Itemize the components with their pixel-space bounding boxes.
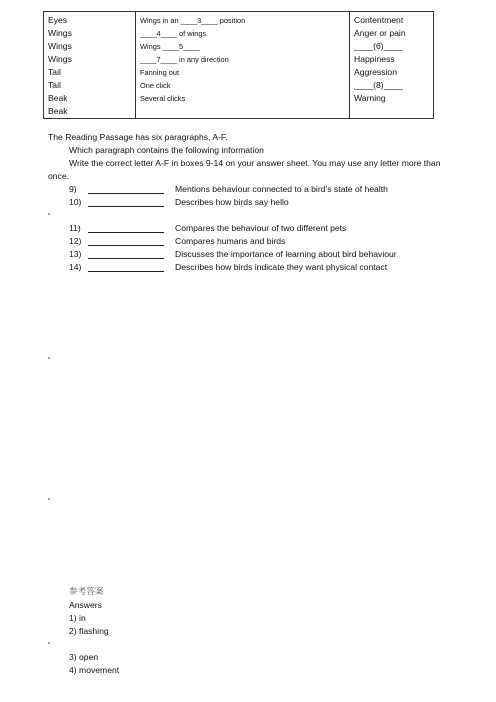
question-text: Describes how birds say hello xyxy=(175,197,289,207)
table-cell: Warning xyxy=(354,93,386,103)
table-cell: One click xyxy=(140,81,171,90)
answers-heading-chinese: 参考答案 xyxy=(69,587,104,597)
question-number: 14) xyxy=(69,262,82,272)
question-text: Compares humans and birds xyxy=(175,236,286,246)
answer-item: 2) flashing xyxy=(69,626,109,636)
question-number: 11) xyxy=(69,223,81,233)
table-cell: Beak xyxy=(48,106,68,116)
answer-blank[interactable] xyxy=(88,258,164,259)
vocabulary-table xyxy=(43,11,434,119)
paragraph-mark xyxy=(48,357,50,359)
instructions-question: Which paragraph contains the following information xyxy=(69,145,264,155)
table-cell: Wings ____5____ xyxy=(140,42,200,51)
table-cell: Tail xyxy=(48,67,61,77)
instructions-intro: The Reading Passage has six paragraphs, A-F. xyxy=(48,132,228,142)
answer-blank[interactable] xyxy=(88,271,164,272)
table-cell: Aggression xyxy=(354,67,397,77)
table-cell: Fanning out xyxy=(140,68,180,77)
table-cell: Anger or pain xyxy=(354,28,406,38)
table-cell: Wings xyxy=(48,41,72,51)
table-cell: ____7____ in any direction xyxy=(140,55,229,64)
answers-heading: Answers xyxy=(69,600,102,610)
question-text: Mentions behaviour connected to a bird’s state of health xyxy=(175,184,388,194)
table-cell: ____4____ of wings xyxy=(140,29,207,38)
table-cell: Wings xyxy=(48,28,72,38)
instructions-directions: Write the correct letter A-F in boxes 9-14 on your answer sheet. You may use any letter more than once. xyxy=(48,158,441,181)
table-cell: Contentment xyxy=(354,15,404,25)
paragraph-mark xyxy=(48,213,50,215)
table-cell: ____(8)____ xyxy=(354,80,403,90)
question-text: Discusses the importance of learning about bird behaviour xyxy=(175,249,397,259)
table-row xyxy=(44,12,434,119)
table-cell: Wings in an ____3____ position xyxy=(140,16,246,25)
answer-blank[interactable] xyxy=(88,206,164,207)
table-cell: Beak xyxy=(48,93,68,103)
answer-blank[interactable] xyxy=(88,193,164,194)
paragraph-mark xyxy=(48,498,50,500)
question-number: 12) xyxy=(69,236,82,246)
table-cell: Happiness xyxy=(354,54,395,64)
question-number: 9) xyxy=(69,184,77,194)
question-number: 10) xyxy=(69,197,82,207)
table-cell: Several clicks xyxy=(140,94,186,103)
table-cell: Eyes xyxy=(48,15,68,25)
meaning-column xyxy=(350,12,434,119)
table-cell: Tail xyxy=(48,80,61,90)
table-cell: Wings xyxy=(48,54,72,64)
question-text: Compares the behaviour of two different pets xyxy=(175,223,347,233)
question-text: Describes how birds indicate they want physical contact xyxy=(175,262,388,272)
answer-blank[interactable] xyxy=(88,245,164,246)
table-cell: ____(6)____ xyxy=(354,41,403,51)
answer-item: 1) in xyxy=(69,613,86,623)
paragraph-mark xyxy=(48,642,50,644)
question-number: 13) xyxy=(69,249,82,259)
answer-blank[interactable] xyxy=(88,232,164,233)
behaviour-column xyxy=(136,12,350,119)
answer-item: 3) open xyxy=(69,652,99,662)
body-part-column xyxy=(44,12,136,119)
answer-item: 4) movement xyxy=(69,665,120,675)
